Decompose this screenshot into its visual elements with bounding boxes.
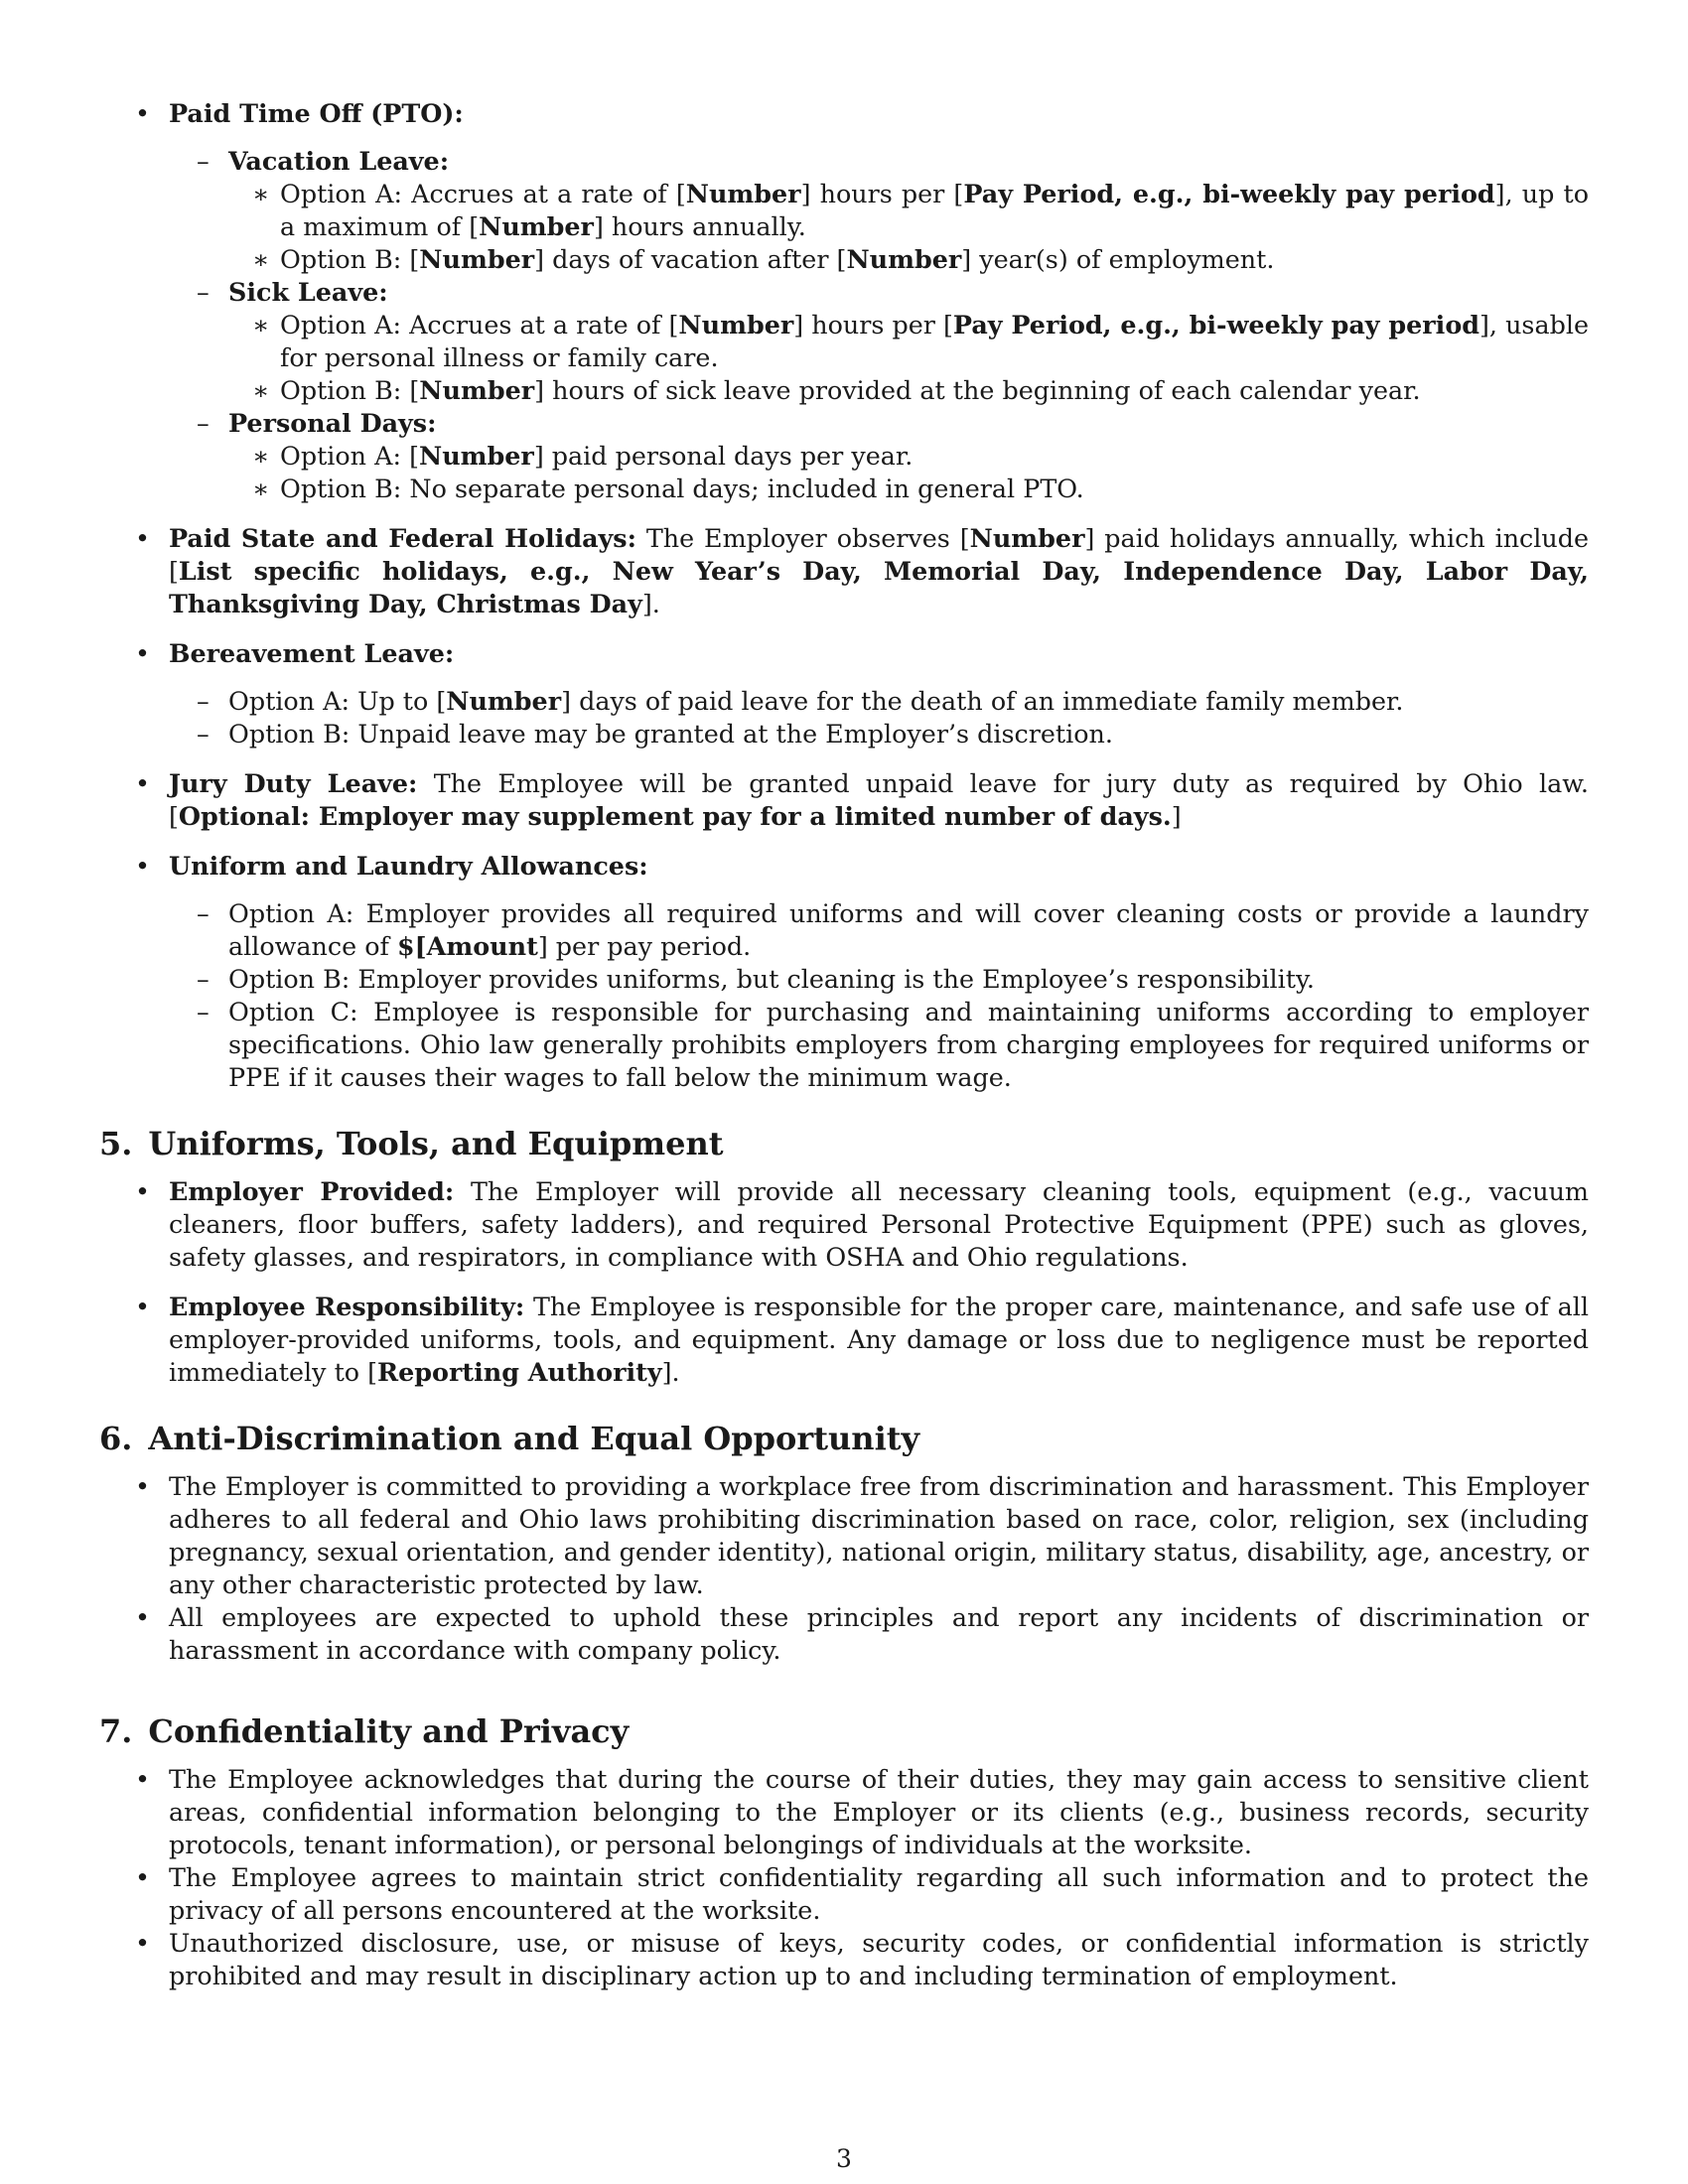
page-number: 3 (836, 2144, 852, 2173)
section-7-list (99, 1763, 1589, 1992)
bereavement-label: Bereavement Leave: (169, 638, 455, 668)
list-item-jury: • Jury Duty Leave: The Employee will be granted unpaid leave for jury duty as required by Ohio law. [Optional: Employer may supplement pay for a limited number of days.] (99, 767, 1589, 833)
section-6-heading: 6. Anti-Discrimination and Equal Opportunity (99, 1420, 920, 1457)
section-5 (99, 1124, 1589, 1163)
list-item-employer-provided: • Employer Provided: The Employer will provide all necessary cleaning tools, equipment (e.g., vacuum cleaners, floor buffers, safety ladders), and required Personal Protective Equipment (PPE) such as gloves, safety glasses, and respirators, in compliance with OSHA and Ohio regulations. (99, 1175, 1589, 1274)
vacation-option-b: ∗ Option B: [Number] days of vacation after [Number] year(s) of employment. (228, 243, 1589, 276)
list-item-vacation (169, 145, 1589, 276)
section-7-heading: 7. Confidentiality and Privacy (99, 1712, 630, 1750)
list-item-sick (169, 276, 1589, 407)
list-item-pto (99, 97, 1589, 505)
section-6 (99, 1419, 1589, 1458)
pto-sublist (169, 145, 1589, 505)
vacation-option-a: ∗ Option A: Accrues at a rate of [Number] hours per [Pay Period, e.g., bi-weekly pay period], up to a maximum of [Number] hours annually. (228, 178, 1589, 243)
uniform-option-a: – Option A: Employer provides all required uniforms and will cover cleaning costs or provide a laundry allowance of $[Amount] per pay period. (169, 897, 1589, 963)
list-item-holidays: • Paid State and Federal Holidays: The Employer observes [Number] paid holidays annually, which include [List specific holidays, e.g., New Year’s Day, Memorial Day, Independence Day, Labor Day, Thanksgiving Day, Christmas Day]. (99, 522, 1589, 620)
section-7 (99, 1711, 1589, 1751)
section-6-list (99, 1470, 1589, 1667)
sick-options (228, 309, 1589, 407)
sick-option-a: ∗ Option A: Accrues at a rate of [Number] hours per [Pay Period, e.g., bi-weekly pay period], usable for personal illness or family care. (228, 309, 1589, 374)
section-5-list (99, 1175, 1589, 1389)
list-item: • All employees are expected to uphold these principles and report any incidents of discrimination or harassment in accordance with company policy. (99, 1601, 1589, 1667)
bereavement-options (169, 685, 1589, 751)
pto-label: Paid Time Off (PTO): (169, 98, 464, 128)
bereavement-option-a: – Option A: Up to [Number] days of paid leave for the death of an immediate family member. (169, 685, 1589, 718)
personal-option-b: ∗ Option B: No separate personal days; included in general PTO. (228, 473, 1589, 505)
benefits-list (99, 97, 1589, 1094)
vacation-label: Vacation Leave: (228, 146, 450, 176)
sick-option-b: ∗ Option B: [Number] hours of sick leave provided at the beginning of each calendar year. (228, 374, 1589, 407)
vacation-options (228, 178, 1589, 276)
personal-options (228, 440, 1589, 505)
uniform-allowance-label: Uniform and Laundry Allowances: (169, 851, 648, 881)
list-item: • The Employer is committed to providing a workplace free from discrimination and harassment. This Employer adheres to all federal and Ohio laws prohibiting discrimination based on race, color, religion, sex (including pregnancy, sexual orientation, and gender identity), national origin, military status, disability, age, ancestry, or any other characteristic protected by law. (99, 1470, 1589, 1601)
uniform-option-c: – Option C: Employee is responsible for purchasing and maintaining uniforms according to employer specifications. Ohio law generally prohibits employers from charging employees for required uniforms or PPE if it causes their wages to fall below the minimum wage. (169, 996, 1589, 1094)
list-item: • The Employee acknowledges that during the course of their duties, they may gain access to sensitive client areas, confidential information belonging to the Employer or its clients (e.g., business records, security protocols, tenant information), or personal belongings of individuals at the worksite. (99, 1763, 1589, 1861)
list-item-bereavement (99, 637, 1589, 751)
list-item: • Unauthorized disclosure, use, or misuse of keys, security codes, or confidential information is strictly prohibited and may result in disciplinary action up to and including termination of employment. (99, 1927, 1589, 1992)
sick-label: Sick Leave: (228, 277, 388, 307)
uniform-option-b: – Option B: Employer provides uniforms, but cleaning is the Employee’s responsibility. (169, 963, 1589, 996)
document-page (99, 97, 1589, 1992)
personal-option-a: ∗ Option A: [Number] paid personal days per year. (228, 440, 1589, 473)
list-item-employee-responsibility: • Employee Responsibility: The Employee is responsible for the proper care, maintenance, and safe use of all employer-provided uniforms, tools, and equipment. Any damage or loss due to negligence must be reported immediately to [Reporting Authority]. (99, 1291, 1589, 1389)
list-item-personal (169, 407, 1589, 505)
list-item-uniform-allowance (99, 850, 1589, 1094)
bereavement-option-b: – Option B: Unpaid leave may be granted at the Employer’s discretion. (169, 718, 1589, 751)
uniform-allowance-options (169, 897, 1589, 1094)
section-5-heading: 5. Uniforms, Tools, and Equipment (99, 1125, 724, 1162)
list-item: • The Employee agrees to maintain strict confidentiality regarding all such information and to protect the privacy of all persons encountered at the worksite. (99, 1861, 1589, 1927)
personal-label: Personal Days: (228, 408, 437, 438)
